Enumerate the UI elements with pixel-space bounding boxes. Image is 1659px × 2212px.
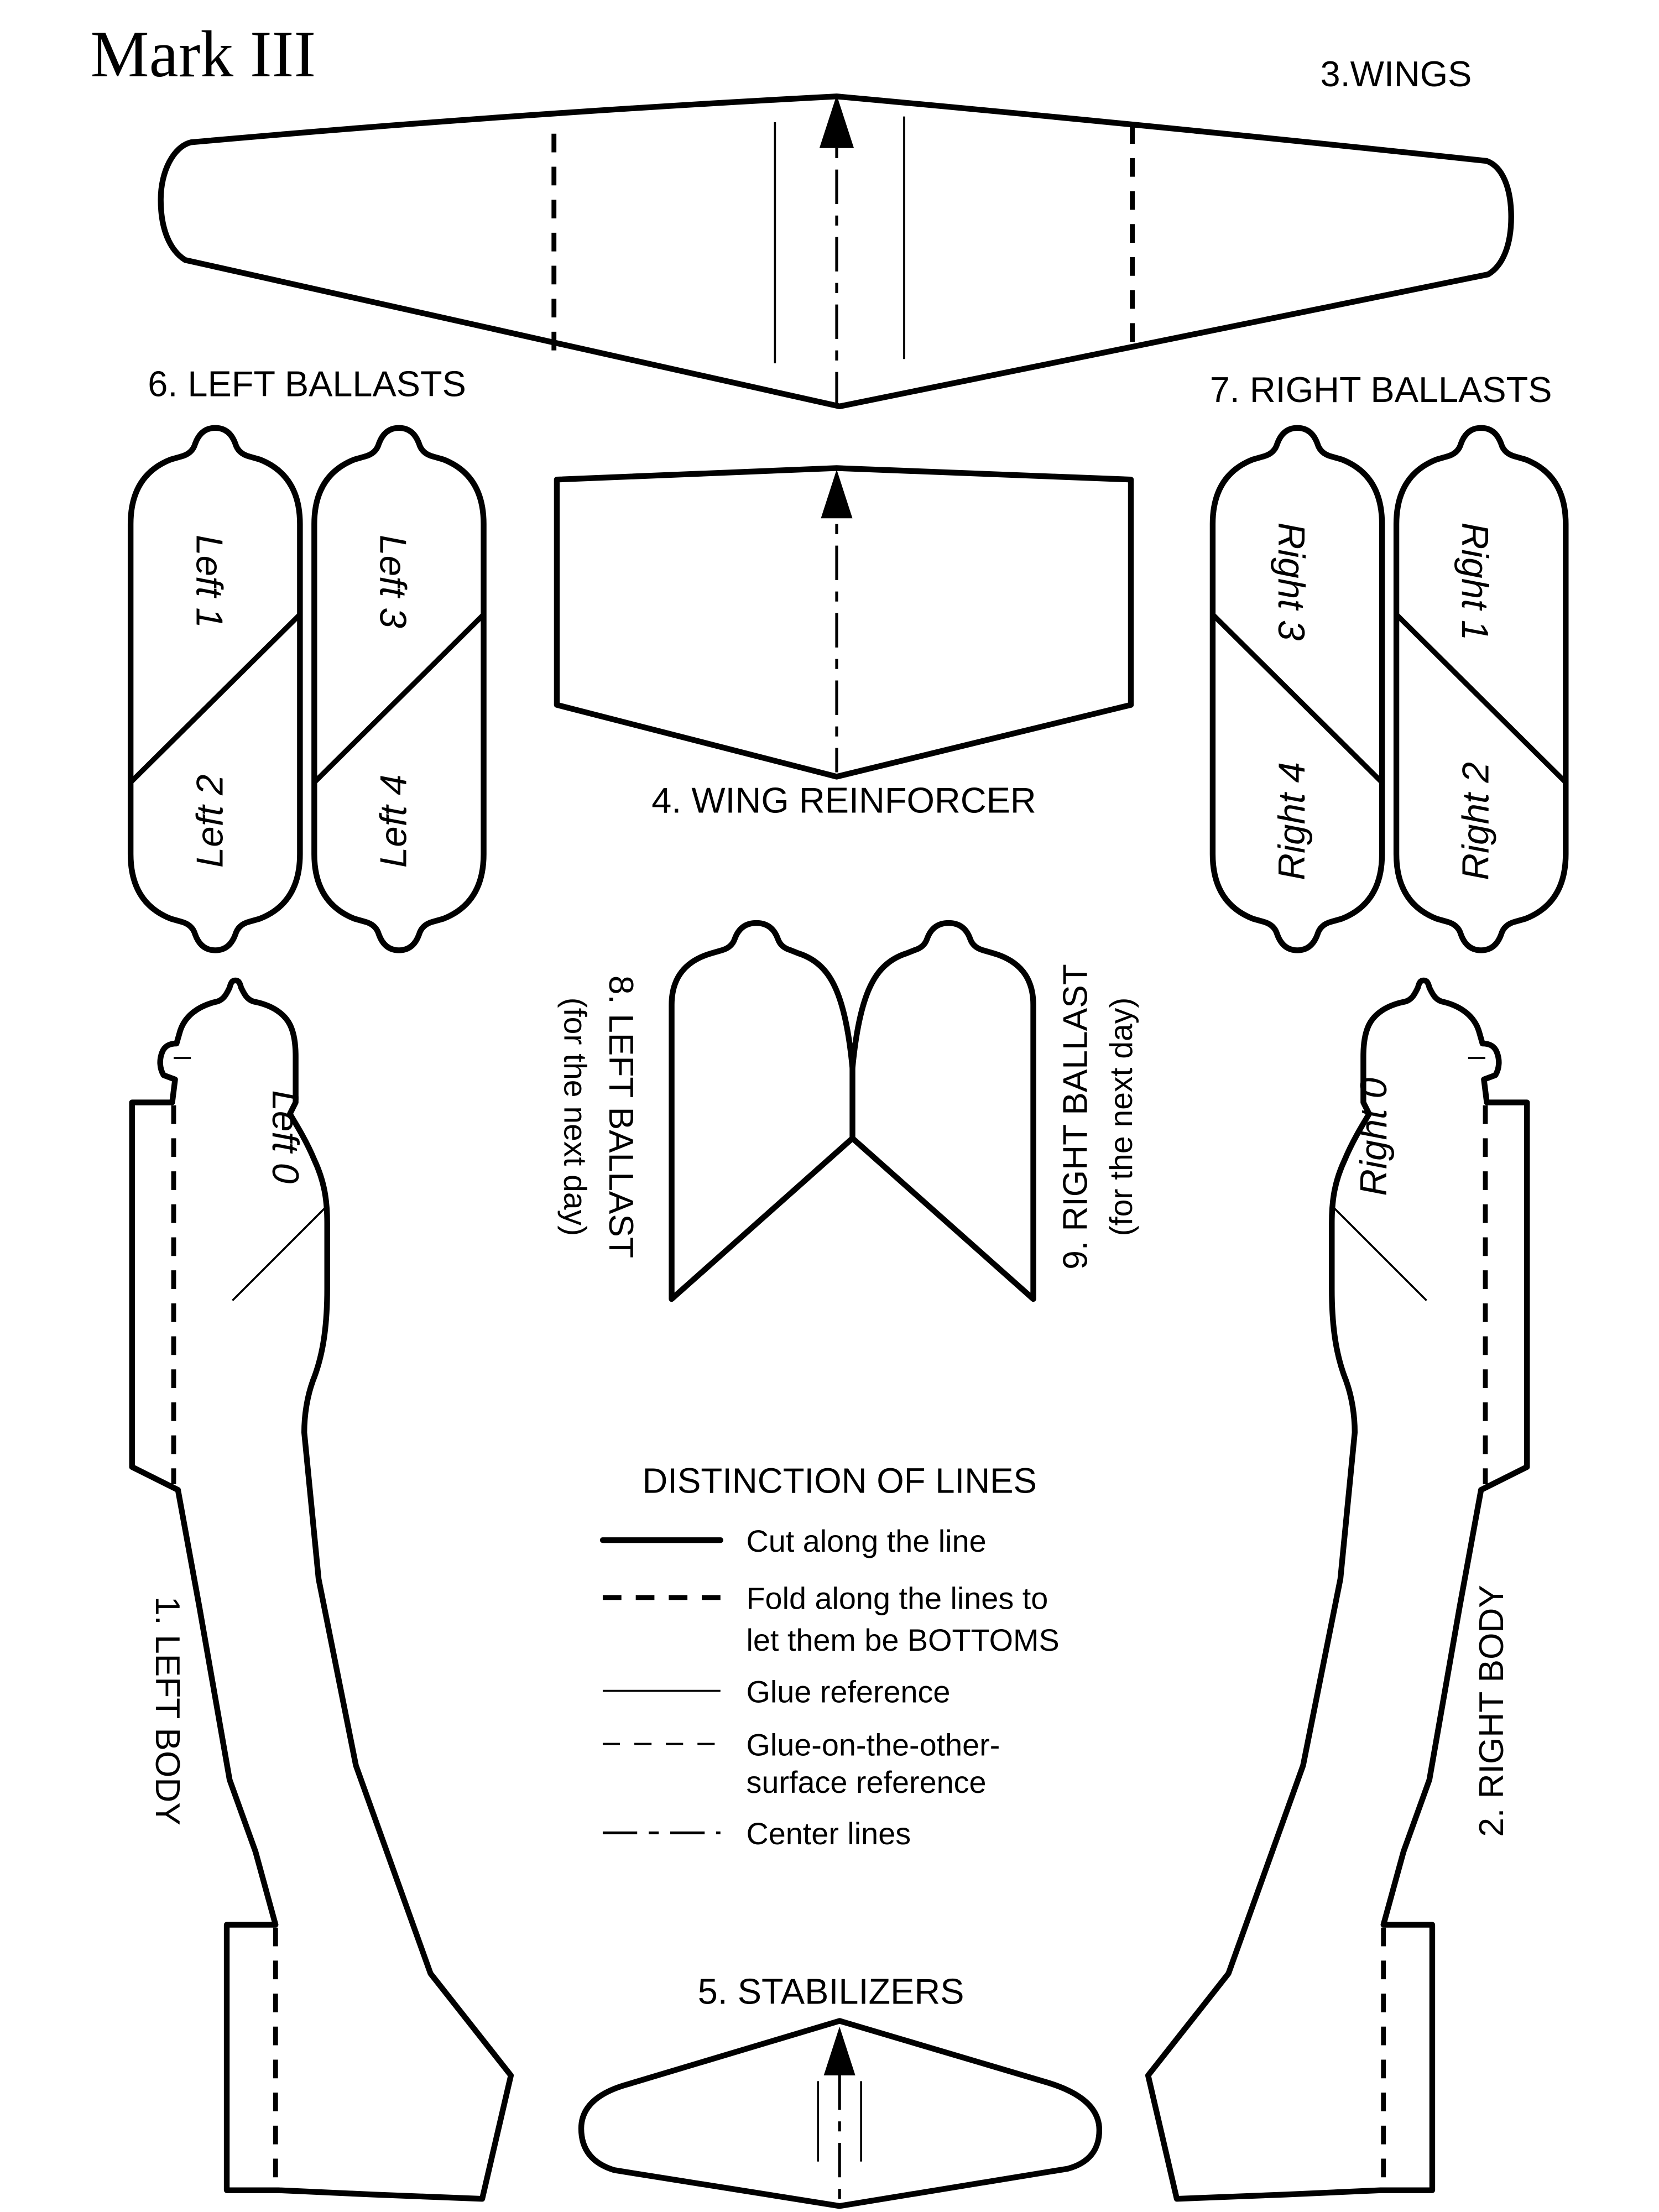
- stabilizers-up-arrow-icon: [824, 2027, 855, 2075]
- piece-label-right-4: Right 4: [1271, 761, 1313, 880]
- legend-fold-text-2: let them be BOTTOMS: [746, 1622, 1060, 1657]
- right-ballast-next-day-note: (for the next day): [1103, 997, 1139, 1237]
- left-ballast-capsule-3-4: [314, 428, 483, 951]
- legend-glue-other-text-1: Glue-on-the-other-: [746, 1727, 1000, 1762]
- stabilizers-part: [581, 1971, 1099, 2206]
- piece-label-left-0: Left 0: [264, 1090, 306, 1184]
- left-ballasts-label: 6. LEFT BALLASTS: [148, 363, 466, 404]
- right-body-part: [1148, 980, 1527, 2199]
- left-ballast-next-day-label: 8. LEFT BALLAST: [601, 975, 640, 1258]
- wing-reinforcer-up-arrow-icon: [821, 469, 852, 518]
- stabilizers-label: 5. STABILIZERS: [697, 1971, 964, 2012]
- legend-glue-other-text-2: surface reference: [746, 1764, 987, 1799]
- piece-label-right-0: Right 0: [1353, 1077, 1395, 1196]
- left-body-part: [132, 980, 511, 2199]
- left-body-outline: [132, 980, 511, 2199]
- legend-cut-text: Cut along the line: [746, 1523, 987, 1558]
- left-body-label: 1. LEFT BODY: [148, 1596, 186, 1825]
- left-ballast-capsule-1-2: [131, 428, 300, 951]
- wings-label: 3.WINGS: [1320, 54, 1472, 95]
- legend-center-text: Center lines: [746, 1816, 911, 1851]
- left-ballast-divider-1-2: [131, 614, 300, 782]
- piece-label-right-3: Right 3: [1270, 522, 1312, 641]
- page-title: Mark III: [90, 17, 316, 91]
- piece-label-left-1: Left 1: [188, 535, 230, 628]
- piece-label-right-2: Right 2: [1455, 761, 1497, 880]
- right-ballasts-label: 7. RIGHT BALLASTS: [1209, 369, 1552, 410]
- piece-label-left-4: Left 4: [373, 774, 415, 868]
- legend: [603, 1461, 1060, 1851]
- wings-part: [161, 54, 1511, 406]
- piece-label-left-3: Left 3: [372, 535, 414, 628]
- piece-label-left-2: Left 2: [189, 774, 231, 868]
- wing-reinforcer-label: 4. WING REINFORCER: [651, 780, 1036, 821]
- wing-up-arrow-icon: [820, 95, 854, 148]
- right-ballast-next-day-label: 9. RIGHT BALLAST: [1056, 964, 1095, 1270]
- left-ballast-next-day-note: (for the next day): [557, 997, 593, 1237]
- left-ballast-divider-3-4: [314, 614, 483, 782]
- wing-reinforcer-part: [557, 468, 1131, 820]
- right-ballasts-part: [1210, 369, 1566, 950]
- legend-title: DISTINCTION OF LINES: [642, 1461, 1037, 1501]
- legend-fold-text-1: Fold along the lines to: [746, 1580, 1048, 1616]
- next-day-ballasts-part: [557, 923, 1139, 1299]
- right-body-outline: [1148, 980, 1527, 2199]
- right-body-label: 2. RIGHT BODY: [1473, 1585, 1511, 1837]
- piece-label-right-1: Right 1: [1454, 522, 1496, 641]
- left-ballasts-part: [131, 364, 483, 951]
- legend-glue-text: Glue reference: [746, 1674, 951, 1709]
